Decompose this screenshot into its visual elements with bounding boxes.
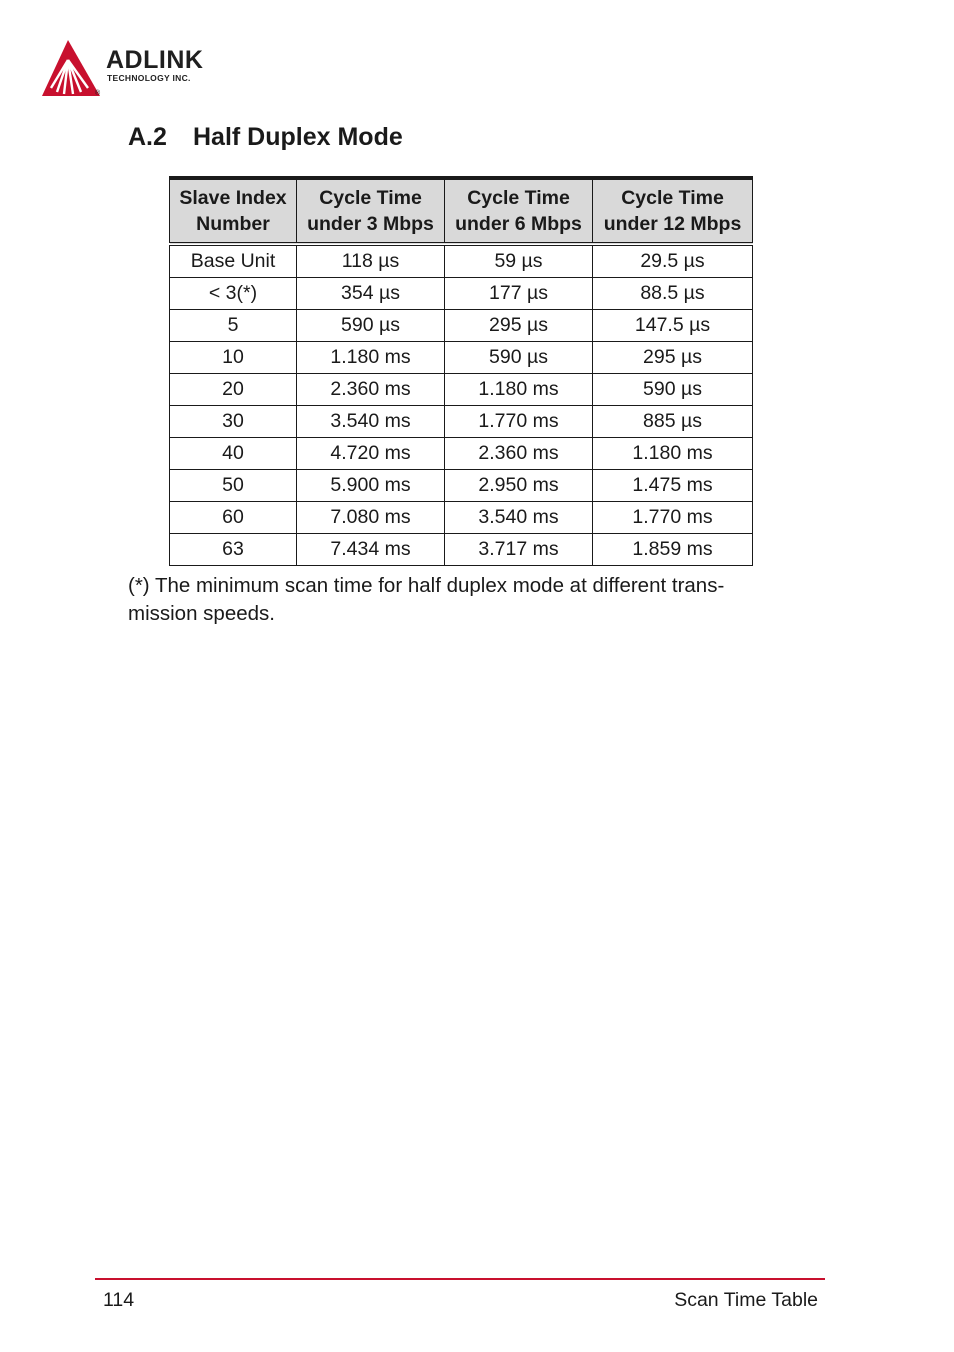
logo-tagline: TECHNOLOGY INC. — [107, 73, 191, 83]
table-row — [170, 310, 753, 342]
table-cell: 3.717 ms — [445, 534, 593, 566]
logo-registered-mark: ® — [95, 90, 101, 97]
table-row — [170, 406, 753, 438]
table-cell: 7.080 ms — [297, 502, 445, 534]
table-cell: 2.360 ms — [297, 374, 445, 406]
logo-name: ADLINK — [106, 46, 204, 74]
header-line: Cycle Time — [467, 187, 570, 209]
table-cell: 147.5 µs — [593, 310, 753, 342]
table-cell: 88.5 µs — [593, 278, 753, 310]
header-cycle-3mbps — [297, 178, 445, 244]
table-cell: 1.475 ms — [593, 470, 753, 502]
table-cell: 59 µs — [445, 244, 593, 278]
header-line: Cycle Time — [319, 187, 422, 209]
table-cell: 354 µs — [297, 278, 445, 310]
table-cell: 1.770 ms — [445, 406, 593, 438]
table-cell: 2.950 ms — [445, 470, 593, 502]
table-cell: < 3(*) — [170, 278, 297, 310]
table-row — [170, 278, 753, 310]
footer-rule — [95, 1278, 825, 1280]
table-cell: 1.859 ms — [593, 534, 753, 566]
table-cell: 590 µs — [593, 374, 753, 406]
footnote-line-2: mission speeds. — [128, 602, 275, 625]
table-row — [170, 244, 753, 278]
table-row — [170, 470, 753, 502]
table-row — [170, 502, 753, 534]
table-cell: 1.180 ms — [593, 438, 753, 470]
header-line: Slave Index — [179, 187, 287, 209]
table-cell: 30 — [170, 406, 297, 438]
table-cell: 29.5 µs — [593, 244, 753, 278]
table-cell: 1.770 ms — [593, 502, 753, 534]
section-title-text: Half Duplex Mode — [193, 123, 403, 151]
header-cycle-6mbps — [445, 178, 593, 244]
table-cell: 7.434 ms — [297, 534, 445, 566]
table-row — [170, 438, 753, 470]
footer-chapter-title: Scan Time Table — [674, 1289, 818, 1311]
table-cell: 2.360 ms — [445, 438, 593, 470]
table-cell: 40 — [170, 438, 297, 470]
table-row — [170, 534, 753, 566]
half-duplex-table — [169, 176, 753, 566]
adlink-logo — [40, 38, 240, 100]
footnote — [128, 572, 808, 628]
footnote-line-1: (*) The minimum scan time for half duplex mode at different trans- — [128, 574, 725, 597]
table-cell: 885 µs — [593, 406, 753, 438]
table-cell: 295 µs — [445, 310, 593, 342]
table-cell: 1.180 ms — [297, 342, 445, 374]
section-number: A.2 — [128, 123, 167, 151]
section-title — [128, 121, 403, 153]
header-slave-index — [170, 178, 297, 244]
table-cell: 590 µs — [297, 310, 445, 342]
table-cell: 5.900 ms — [297, 470, 445, 502]
header-line: Number — [196, 213, 270, 235]
table-cell: 295 µs — [593, 342, 753, 374]
table-cell: 590 µs — [445, 342, 593, 374]
page-number: 114 — [103, 1289, 135, 1311]
table-cell: 20 — [170, 374, 297, 406]
table-row — [170, 374, 753, 406]
table-cell: 5 — [170, 310, 297, 342]
header-cycle-12mbps — [593, 178, 753, 244]
table-cell: 63 — [170, 534, 297, 566]
table-cell: 50 — [170, 470, 297, 502]
table-cell: 1.180 ms — [445, 374, 593, 406]
header-line: under 3 Mbps — [307, 213, 434, 235]
table-cell: 3.540 ms — [297, 406, 445, 438]
header-line: under 12 Mbps — [603, 213, 742, 235]
header-line: under 6 Mbps — [455, 213, 582, 235]
table-header-row — [170, 178, 753, 244]
table-cell: 60 — [170, 502, 297, 534]
table-cell: 10 — [170, 342, 297, 374]
table-cell: 4.720 ms — [297, 438, 445, 470]
table-cell: Base Unit — [170, 244, 297, 278]
table-cell: 177 µs — [445, 278, 593, 310]
table-cell: 3.540 ms — [445, 502, 593, 534]
table-row — [170, 342, 753, 374]
table-cell: 118 µs — [297, 244, 445, 278]
header-line: Cycle Time — [621, 187, 724, 209]
